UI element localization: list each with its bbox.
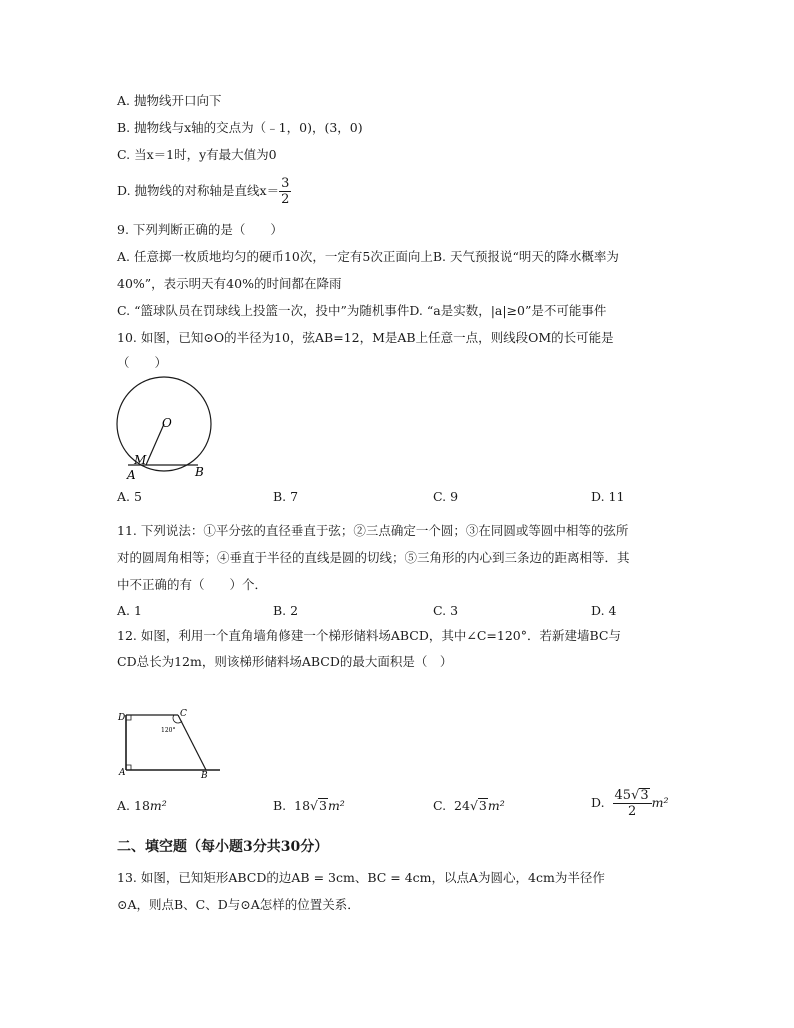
q11-option-c: C. 3 (433, 603, 459, 618)
q12-option-a-label: A. (117, 798, 131, 813)
q12-stem-line1: 12. 如图，利用一个直角墙角修建一个梯形储料场ABCD，其中∠C=120°．若新建墙BC与 (117, 628, 621, 643)
q9-options-ab-line1: A. 任意掷一枚质地均匀的硬币10次，一定有5次正面向上B. 天气预报说“明天的降水概率为 (117, 249, 619, 264)
q10-stem-line1: 10. 如图，已知⊙O的半径为10，弦AB=12，M是AB上任意一点，则线段OM的长可能是 (117, 330, 614, 345)
q8-option-b: B. 抛物线与x轴的交点为（﹣1，0)，(3，0) (117, 120, 363, 135)
q12-option-d (591, 788, 669, 819)
q12-option-c-sqrt: 3 (478, 798, 487, 813)
q8-option-c: C. 当x＝1时，y有最大值为0 (117, 147, 277, 162)
q12-option-d-denominator: 2 (627, 804, 637, 819)
q12-option-b-label: B. (273, 798, 287, 813)
q11-option-d: D. 4 (591, 603, 617, 618)
q12-trapezoid-figure (112, 704, 227, 782)
q13-stem-line1: 13. 如图，已知矩形ABCD的边AB = 3cm、BC = 4cm，以点A为圆心，4cm为半径作 (117, 870, 605, 885)
q8-fraction (279, 176, 291, 207)
q9-options-cd: C. “篮球队员在罚球线上投篮一次，投中”为随机事件D. “a是实数，|a|≥0”是不可能事件 (117, 303, 607, 318)
q11-option-a: A. 1 (117, 603, 142, 618)
side-cb (178, 715, 206, 770)
q9-options-ab-line2: 40%”，表示明天有40%的时间都在降雨 (117, 276, 342, 291)
q11-option-b: B. 2 (273, 603, 299, 618)
q12-stem-line2: CD总长为12m，则该梯形储料场ABCD的最大面积是（ ） (117, 654, 453, 669)
label-m: M (134, 453, 147, 467)
q8-fraction-denominator: 2 (281, 192, 290, 207)
label-d: D (118, 713, 126, 723)
q12-option-b-unit: m² (327, 798, 345, 813)
q12-option-d-fraction (613, 788, 652, 819)
q13-stem-line2: ⊙A，则点B、C、D与⊙A怎样的位置关系． (117, 897, 360, 912)
q8-option-a: A. 抛物线开口向下 (117, 93, 222, 108)
q12-option-a-unit: m² (149, 798, 167, 813)
q12-option-c: C. 24√3m² (433, 798, 505, 813)
segment-om (146, 424, 164, 465)
q12-option-b-sqrt: 3 (319, 798, 327, 813)
q10-option-a: A. 5 (117, 489, 142, 504)
label-o: O (162, 416, 172, 430)
q12-option-c-unit: m² (487, 798, 505, 813)
q11-stem-line3: 中不正确的有（ ）个． (117, 577, 268, 592)
label-a: A (119, 768, 126, 778)
q11-stem-line2: 对的圆周角相等；④垂直于半径的直线是圆的切线；⑤三角形的内心到三条边的距离相等．其 (117, 550, 630, 565)
q10-option-d: D. 11 (591, 489, 625, 504)
label-angle-120: 120° (161, 727, 176, 734)
q12-option-a (117, 797, 167, 815)
q9-stem: 9. 下列判断正确的是（ ） (117, 222, 283, 237)
label-b: B (201, 771, 208, 781)
q12-option-d-numerator: 45√3 (613, 788, 652, 804)
q11-stem-line1: 11. 下列说法：①平分弦的直径垂直于弦；②三点确定一个圆；③在同圆或等圆中相等的弦所 (117, 523, 629, 538)
q12-option-d-num-coef: 45 (614, 788, 632, 803)
section-2-title: 二、填空题（每小题3分共30分） (117, 839, 329, 855)
q12-option-d-label: D. (591, 795, 605, 810)
q12-option-d-unit: m² (651, 795, 669, 810)
label-a: A (127, 468, 136, 482)
q8-option-d (117, 176, 291, 207)
q8-fraction-numerator: 3 (281, 176, 290, 191)
q8-option-d-text: D. 抛物线的对称轴是直线x＝ (117, 183, 280, 198)
q12-option-c-coef: 24 (454, 798, 470, 813)
q12-option-d-sqrt: 3 (640, 788, 649, 803)
q10-stem-line2: （ ） (117, 355, 168, 370)
q10-circle-figure (112, 376, 222, 486)
q10-option-b: B. 7 (273, 489, 299, 504)
q12-option-a-value: 18 (134, 798, 150, 813)
q12-option-b-coef: 18 (294, 798, 311, 813)
q12-option-c-label: C. (433, 798, 447, 813)
label-c: C (180, 709, 187, 719)
q10-option-c: C. 9 (433, 489, 459, 504)
label-b: B (195, 465, 204, 479)
q12-option-b: B. 18√3m² (273, 798, 345, 813)
